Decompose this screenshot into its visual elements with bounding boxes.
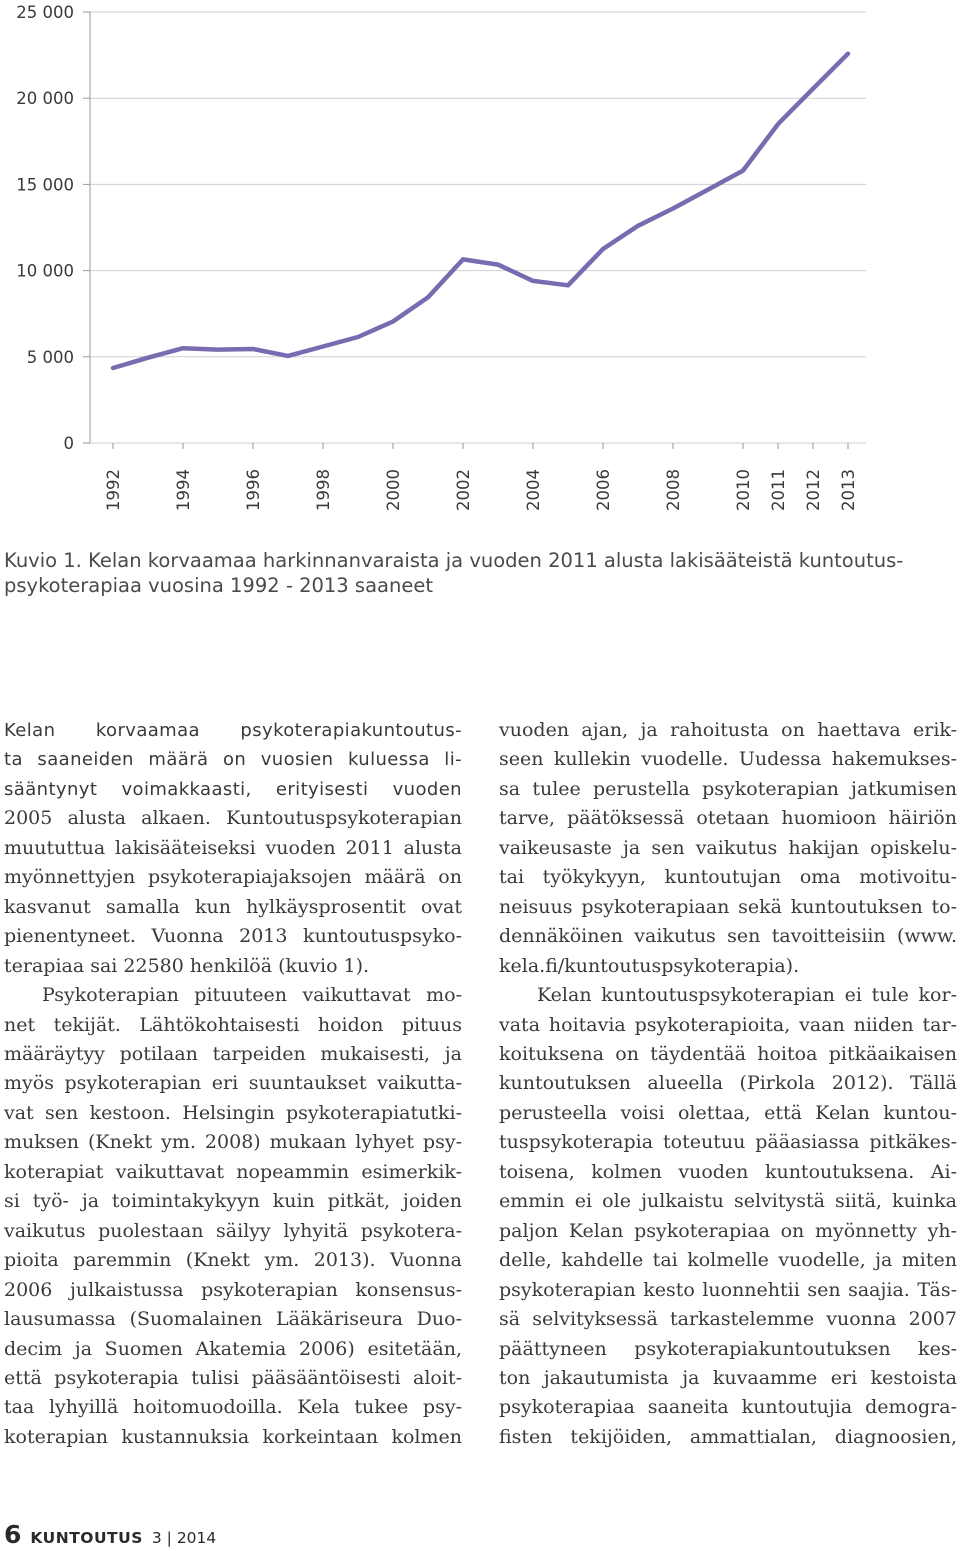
text-line: 2006 julkaistussa psykoterapian konsensus- (4, 1278, 462, 1301)
text-line: koterapian kustannuksia korkeintaan kolmen (4, 1425, 462, 1448)
text-line: myönnettyjen psykoterapiajaksojen määrä on (4, 866, 462, 889)
text-line: kela.fi/kuntoutuspsykoterapia). (499, 954, 800, 977)
text-line: ta saaneiden määrä on vuosien kuluessa li- (4, 749, 462, 771)
text-line: net tekijät. Lähtökohtaisesti hoidon pituus (4, 1013, 462, 1036)
x-tick-label: 1992 (104, 469, 123, 511)
right-text-column (499, 716, 957, 1452)
chart-series (113, 54, 848, 368)
issue-label: 3 | 2014 (151, 1529, 217, 1547)
text-line: että psykoterapia tulisi pääsääntöisesti aloit- (4, 1366, 462, 1389)
x-tick-label: 2011 (769, 469, 788, 511)
text-line: myös psykoterapian eri suuntaukset vaikutta- (4, 1072, 462, 1095)
x-tick-label: 1994 (174, 469, 193, 511)
text-line: kuntoutuksen alueella (Pirkola 2012). Tällä (499, 1072, 957, 1095)
text-line: dennäköinen vaikutus sen tavoitteisiin (www. (499, 925, 957, 948)
caption-line: psykoterapiaa vuosina 1992 - 2013 saaneet (4, 574, 433, 597)
text-line: psykoterapian kesto luonnehtii sen saajia. Täs- (499, 1278, 957, 1301)
y-axis (16, 3, 90, 453)
text-line: vata hoitavia psykoterapioita, vaan niiden tar- (499, 1013, 957, 1036)
text-line: neisuus psykoterapiaan sekä kuntoutuksen to- (499, 895, 957, 918)
text-line: psykoterapiaa saaneita kuntoutujia demogra- (499, 1396, 957, 1419)
text-line: tarve, päätöksessä otetaan huomioon häiriön (499, 807, 957, 830)
text-line: koituksena on täydentää hoitoa pitkäaikaisen (499, 1042, 957, 1065)
text-line: vat sen kestoon. Helsingin psykoterapiatutki- (4, 1101, 462, 1124)
y-tick-label: 5 000 (26, 347, 74, 367)
x-tick-label: 1996 (244, 469, 263, 511)
chart-grid (90, 12, 866, 443)
text-line: pienentyneet. Vuonna 2013 kuntoutuspsyko- (4, 925, 462, 948)
text-line: päättyneen psykoterapiakuntoutuksen kes- (499, 1337, 957, 1360)
text-line: kasvanut samalla kun hylkäysprosentit ovat (4, 895, 462, 918)
x-tick-label: 2010 (734, 469, 753, 511)
text-line: si työ- ja toimintakykyyn kuin pitkät, joiden (4, 1190, 462, 1213)
left-text-column (4, 716, 462, 1452)
line-chart (0, 0, 960, 520)
x-tick-label: 2008 (664, 469, 683, 511)
x-tick-label: 1998 (314, 469, 333, 511)
text-line: lausumassa (Suomalainen Lääkäriseura Duo- (4, 1308, 462, 1331)
text-line: muksen (Knekt ym. 2008) mukaan lyhyet psy- (4, 1131, 462, 1154)
text-line: fisten tekijöiden, ammattialan, diagnoosien, (499, 1425, 957, 1448)
text-line: taa lyhyillä hoitomuodoilla. Kela tukee psy- (4, 1396, 462, 1419)
text-line: toisena, kolmen vuoden kuntoutuksena. Ai- (499, 1160, 957, 1183)
y-tick-label: 15 000 (16, 175, 74, 195)
caption-line: Kuvio 1. Kelan korvaamaa harkinnanvaraista ja vuoden 2011 alusta lakisääteistä kuntoutus- (4, 549, 904, 572)
x-tick-label: 2013 (839, 469, 858, 511)
text-line: pioita paremmin (Knekt ym. 2013). Vuonna (4, 1249, 462, 1272)
figure-caption (4, 548, 954, 598)
x-tick-label: 2000 (384, 469, 403, 511)
x-tick-label: 2004 (524, 469, 543, 511)
x-tick-label: 2002 (454, 469, 473, 511)
y-tick-label: 20 000 (16, 89, 74, 109)
text-line: emmin ei ole julkaistu selvitystä siitä, kuinka (499, 1190, 957, 1213)
page-number: 6 (4, 1520, 22, 1549)
x-axis (104, 443, 858, 511)
magazine-name: KUNTOUTUS (30, 1529, 143, 1547)
text-line: sa tulee perustella psykoterapian jatkumisen (499, 777, 957, 800)
text-line: decim ja Suomen Akatemia 2006) esitetään, (4, 1337, 462, 1360)
text-line: tuspsykoterapia toteutuu pääasiassa pitkäkes- (499, 1131, 957, 1154)
text-line: sä selvityksessä tarkastelemme vuonna 2007 (499, 1308, 957, 1331)
text-line: paljon Kelan psykoterapiaa on myönnetty yh- (499, 1219, 957, 1242)
text-line: vuoden ajan, ja rahoitusta on haettava erik- (499, 719, 957, 741)
text-line: perusteella voisi olettaa, että Kelan kuntou- (499, 1101, 957, 1124)
y-tick-label: 25 000 (16, 3, 74, 22)
text-line: koterapiat vaikuttavat nopeammin esimerkik- (4, 1160, 462, 1183)
text-line: vaikeusaste ja sen vaikutus hakijan opiskelu- (499, 836, 957, 859)
x-tick-label: 2006 (594, 469, 613, 511)
text-line: sääntynyt voimakkaasti, erityisesti vuoden (4, 778, 462, 800)
text-line: vaikutus puolestaan säilyy lyhyitä psykotera- (4, 1219, 462, 1242)
text-line: Kelan kuntoutuspsykoterapian ei tule kor- (537, 984, 957, 1007)
page-footer (4, 1520, 216, 1549)
text-line: seen kullekin vuodelle. Uudessa hakemukses- (499, 748, 957, 771)
text-line: määräytyy potilaan tarpeiden mukaisesti, ja (4, 1042, 462, 1065)
series-line (113, 54, 848, 368)
text-line: ton jakautumista ja kuvaamme eri kestoista (499, 1366, 957, 1389)
text-line: muututtua lakisääteiseksi vuoden 2011 alusta (4, 836, 462, 859)
x-tick-label: 2012 (804, 469, 823, 511)
text-line: Kelan korvaamaa psykoterapiakuntoutus- (4, 720, 462, 741)
y-tick-label: 10 000 (16, 261, 74, 281)
y-tick-label: 0 (63, 434, 74, 453)
text-line: 2005 alusta alkaen. Kuntoutuspsykoterapian (4, 807, 462, 830)
text-line: tai työkykyyn, kuntoutujan oma motivoitu- (499, 866, 957, 889)
text-line: delle, kahdelle tai kolmelle vuodelle, ja miten (499, 1249, 957, 1272)
text-line: terapiaa sai 22580 henkilöä (kuvio 1). (4, 954, 370, 977)
text-line: Psykoterapian pituuteen vaikuttavat mo- (42, 984, 462, 1007)
